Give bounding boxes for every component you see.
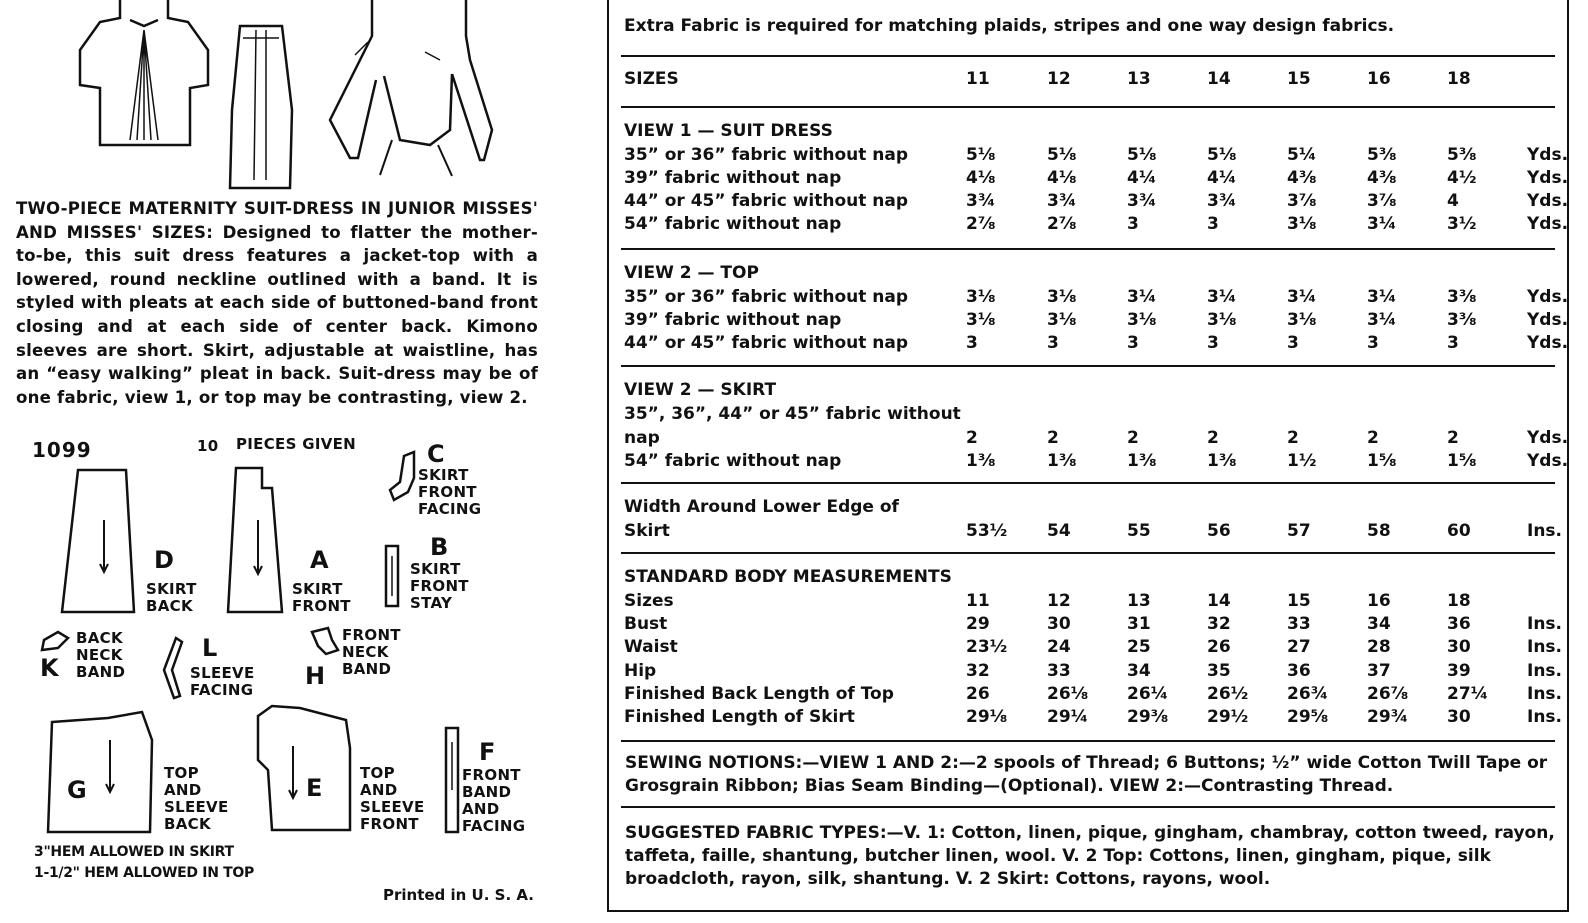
view1-cell: 4 [1447,191,1459,211]
piece-e-name: TOP AND SLEEVE FRONT [360,764,425,833]
width-cell: 56 [1207,521,1231,541]
view1-cell: 4⅜ [1287,168,1317,188]
measurement-row-label: Hip [624,660,657,681]
piece-d-letter: D [154,546,174,574]
piece-g-letter: G [67,776,87,804]
jacket-illustration [330,0,492,176]
piece-f-name: FRONT BAND AND FACING [462,766,526,835]
measurement-cell: 12 [1047,591,1071,611]
measurement-cell: 26⅛ [1047,683,1089,704]
measurement-cell: 18 [1447,591,1471,611]
pattern-description [16,197,538,409]
view1-cell: 3 [1127,214,1139,234]
divider [621,482,1555,484]
view1-cell: 3½ [1447,214,1477,234]
measurement-unit: Ins. [1527,683,1563,704]
piece-g-shape [48,712,152,832]
view1-cell: 3¾ [966,191,996,211]
piece-l-letter: L [202,634,218,662]
view1-cell: 4¼ [1207,168,1237,188]
view2-top-cell: 3¼ [1367,287,1397,307]
piece-b-shape [386,546,398,606]
sewing-notions: SEWING NOTIONS:—VIEW 1 AND 2:—2 spools of Thread; 6 Buttons; ½” wide Cotton Twill Tape or Grosgrain Ribbon; Bias Seam Binding—(Optional). VIEW 2:—Contrasting Thread. [625,753,1548,796]
size-header-cell: 15 [1287,69,1311,89]
piece-f-shape [446,728,458,832]
measurement-row-label: Finished Length of Skirt [624,707,855,727]
view1-cell: 2⅞ [1047,214,1077,234]
view1-cell: 4¼ [1127,168,1157,188]
printed-in-usa: Printed in U. S. A. [383,886,534,904]
yardage-table: Extra Fabric is required for matching plaids, stripes and one way design fabrics. SIZES 11 12 13 14 15 16 18 VIEW 1 — SUIT DRESS 35” or 36” fabric without nap 5⅛ 5⅛ 5⅛ 5⅛ 5¼ 5⅜ 5⅜ Yds. 39” fabric without nap 4⅛ 4⅛ 4¼ 4¼ 4⅜ 4⅜ 4½ Yds. 44” or 45” fabric without nap 3¾ 3¾ 3¾ 3¾ 3⅞ 3⅞ 4 Yds. 54” fabric without nap 2⅞ 2⅞ 3 3 3⅛ 3¼ 3½ Yds. VIEW 2 — TOP 35” or 36” fabric without nap 3⅛ 3⅛ 3¼ 3¼ 3¼ 3¼ 3⅜ Yds. 39” fabric without nap 3⅛ 3⅛ 3⅛ 3⅛ 3⅛ 3¼ 3⅜ Yds. 44” or 45” fabric without nap 3 3 3 3 3 3 3 Yds. VIEW 2 — SKIRT 35”, 36”, 44” or 45” fabric without nap 2 2 2 2 2 2 2 Yds. 54” fabric without nap 1⅜ 1⅜ 1⅜ 1⅜ 1½ 1⅝ 1⅝ Yds. Width Around Lower Edge of Skirt 53½ 54 55 56 57 58 60 Ins. STANDARD BODY MEASUREMENTS Sizes 11 12 13 14 15 16 18 Bust 29 30 31 32 33 34 36 Ins. Waist 23½ 24 25 26 27 28 30 Ins. Hip 32 33 34 35 36 37 39 Ins. Finished Back Length of Top 26 26⅛ 26¼ 26½ 26¾ 26⅞ 27¼ Ins. Finished Length of Skirt 29⅛ 29¼ 29⅜ 29½ 29⅝ 29¾ 30 Ins. SEWING NOTIONS:—VIEW 1 AND 2:—2 spools of Thread; 6 Buttons; ½” wide Cotton Twill Tape or Grosgrain Ribbon; Bias Seam Binding—(Optional). VIEW 2:—Contrasting Thread. SUGGESTED FABRIC TYPES:—V. 1: Cotton, linen, pique, gingham, chambray, cotton tweed, rayon, taffeta, faille, shantung, butcher linen, wool. V. 2 Top: Cottons, linen, gingham, pique, silk broadcloth, rayon, silk, shantung. V. 2 Skirt: Cottons, rayons, wool. [607,0,1569,912]
measurement-cell: 26¼ [1127,683,1169,704]
view2-top-cell: 3⅛ [966,287,996,307]
measurement-cell: 31 [1127,614,1151,635]
hem-note-skirt: 3"HEM ALLOWED IN SKIRT [34,844,234,860]
view2-skirt-cell: 1⅝ [1367,451,1397,471]
view2-top-cell: 3 [1207,333,1219,353]
view2-skirt-cell: 2 [1207,428,1219,448]
measurement-cell: 29¾ [1367,707,1409,727]
view1-cell: 3¾ [1047,191,1077,211]
measurement-cell: 26¾ [1287,683,1329,704]
piece-a-name: SKIRT FRONT [292,580,351,615]
measurement-cell: 11 [966,591,990,611]
view2-skirt-cell: 2 [1047,428,1059,448]
view2-top-unit: Yds. [1527,333,1569,353]
piece-e-letter: E [306,774,323,802]
view2-skirt-cell: 2 [1367,428,1379,448]
measurement-cell: 26⅞ [1367,683,1409,704]
piece-g-name: TOP AND SLEEVE BACK [164,764,229,833]
measurement-cell: 36 [1287,660,1311,681]
view1-cell: 5¼ [1287,145,1317,165]
pattern-number: 1099 [32,438,92,462]
size-header-cell: 13 [1127,69,1151,89]
width-cell: 60 [1447,521,1471,541]
pieces-count: 10 [197,437,219,455]
piece-h-letter: H [305,662,326,690]
measurement-cell: 26½ [1207,683,1249,704]
view1-cell: 5⅜ [1447,145,1477,165]
piece-l-shape [164,638,182,698]
piece-d-name: SKIRT BACK [146,580,197,615]
view2-top-cell: 3¼ [1287,287,1317,307]
size-header-cell: 14 [1207,69,1231,89]
view1-row-label: 39” fabric without nap [624,168,842,188]
hem-note-top: 1-1/2" HEM ALLOWED IN TOP [34,865,254,881]
view2-skirt-cell: 1⅝ [1447,451,1477,471]
measurement-unit: Ins. [1527,660,1563,681]
measurement-cell: 33 [1287,614,1311,635]
measurement-cell: 36 [1447,614,1471,635]
view2-top-row-label: 39” fabric without nap [624,310,842,330]
measurement-cell: 26 [966,683,990,704]
view2-top-cell: 3⅛ [1047,310,1077,330]
piece-c-name: SKIRT FRONT FACING [418,466,482,518]
view2-skirt-cell: 2 [1447,428,1459,448]
size-header-cell: 11 [966,69,990,89]
view2-skirt-row-label: nap [624,428,660,448]
view2-top-cell: 3⅛ [1207,310,1237,330]
description-body: Designed to flatter the mother-to-be, this suit dress features a jacket-top with a lowered, round neckline outlined with a band. It is styled with pleats at each side of buttoned-band front closing and at each side of center back. Kimono sleeves are short. Skirt, adjustable at waistline, has an “easy walking” pleat in back. Suit-dress may be of one fabric, view 1, or top may be contrasting, view 2. [16,222,538,407]
measurement-cell: 16 [1367,591,1391,611]
view2-skirt-row-label: 54” fabric without nap [624,451,842,471]
view1-row-label: 35” or 36” fabric without nap [624,145,909,165]
view2-top-cell: 3⅜ [1447,287,1477,307]
view1-cell: 5⅛ [1207,145,1237,165]
view2-top-unit: Yds. [1527,310,1569,330]
view1-cell: 3⅞ [1287,191,1317,211]
divider [621,106,1555,108]
measurement-cell: 28 [1367,637,1391,658]
view2-top-cell: 3 [1367,333,1379,353]
measurement-cell: 35 [1207,660,1231,681]
measurement-cell: 26 [1207,637,1231,658]
measurement-cell: 15 [1287,591,1311,611]
view1-cell: 3⅛ [1287,214,1317,234]
view1-row-label: 54” fabric without nap [624,214,842,234]
view1-cell: 2⅞ [966,214,996,234]
divider [621,806,1555,808]
view1-cell: 3¾ [1127,191,1157,211]
measurement-cell: 34 [1367,614,1391,635]
measurement-cell: 29⅜ [1127,707,1169,727]
view1-unit: Yds. [1527,145,1569,165]
measurement-cell: 29⅝ [1287,707,1329,727]
measurement-cell: 30 [1447,707,1471,727]
view1-cell: 4½ [1447,168,1477,188]
view2-top-cell: 3⅛ [1047,287,1077,307]
view2-top-cell: 3¼ [1207,287,1237,307]
measurement-row-label: Bust [624,614,668,635]
width-cell: 53½ [966,521,1008,541]
measurement-row-label: Finished Back Length of Top [624,683,894,704]
view1-cell: 3⅞ [1367,191,1397,211]
view2-skirt-cell: 2 [966,428,978,448]
view2-skirt-cell: 1⅜ [966,451,996,471]
view1-cell: 3¾ [1207,191,1237,211]
view2-top-cell: 3 [1447,333,1459,353]
measurement-cell: 32 [966,660,990,681]
piece-a-shape [228,468,282,612]
divider [621,552,1555,554]
view1-cell: 3¼ [1367,214,1397,234]
view2-top-cell: 3 [966,333,978,353]
piece-e-shape [258,706,350,830]
view1-cell: 5⅛ [1127,145,1157,165]
size-header-cell: 16 [1367,69,1391,89]
measurement-cell: 25 [1127,637,1151,658]
measurement-row-label: Waist [624,637,678,658]
measurement-cell: 24 [1047,637,1071,658]
piece-b-letter: B [430,533,449,561]
divider [621,248,1555,250]
measurement-cell: 14 [1207,591,1231,611]
divider [621,365,1555,367]
measurement-cell: 34 [1127,660,1151,681]
measurement-cell: 29½ [1207,707,1249,727]
view2-top-cell: 3¼ [1127,287,1157,307]
view1-unit: Yds. [1527,191,1569,211]
view2-skirt-cell: 1⅜ [1207,451,1237,471]
measurement-cell: 30 [1447,637,1471,658]
piece-k-letter: K [40,654,59,682]
view1-unit: Yds. [1527,214,1569,234]
view1-cell: 4⅛ [1047,168,1077,188]
measurement-row-label: Sizes [624,591,674,611]
view2-skirt-cell: 1⅜ [1127,451,1157,471]
piece-a-letter: A [310,546,329,574]
measurement-unit: Ins. [1527,707,1563,727]
measurement-unit: Ins. [1527,637,1563,658]
skirt-illustration [230,26,292,188]
view1-cell: 5⅛ [966,145,996,165]
width-cell: 57 [1287,521,1311,541]
measurement-cell: 23½ [966,637,1008,658]
measurement-cell: 37 [1367,660,1391,681]
measurement-cell: 33 [1047,660,1071,681]
piece-b-name: SKIRT FRONT STAY [410,560,469,612]
description-title: TWO-PIECE MATERNITY SUIT-DRESS IN JUNIOR MISSES' AND MISSES' SIZES: [16,199,538,242]
measurement-cell: 27¼ [1447,683,1489,704]
measurement-unit: Ins. [1527,614,1563,635]
size-header-cell: 12 [1047,69,1071,89]
view2-top-cell: 3 [1047,333,1059,353]
piece-f-letter: F [479,738,496,766]
measurement-cell: 32 [1207,614,1231,635]
pieces-label: PIECES GIVEN [236,435,357,453]
view1-unit: Yds. [1527,168,1569,188]
view2-skirt-cell: 1½ [1287,451,1317,471]
measurement-cell: 30 [1047,614,1071,635]
piece-h-name: FRONT NECK BAND [342,626,401,678]
piece-k-shape [42,632,68,650]
piece-c-shape [390,452,414,500]
width-cell: 58 [1367,521,1391,541]
view2-skirt-cell: 2 [1127,428,1139,448]
size-header-cell: 18 [1447,69,1471,89]
divider [621,55,1555,57]
view1-cell: 4⅛ [966,168,996,188]
measurement-cell: 13 [1127,591,1151,611]
view2-skirt-cell: 2 [1287,428,1299,448]
piece-k-name: BACK NECK BAND [76,629,126,681]
width-cell: 55 [1127,521,1151,541]
view1-cell: 3 [1207,214,1219,234]
view1-cell: 5⅜ [1367,145,1397,165]
view2-top-cell: 3⅜ [1447,310,1477,330]
view2-top-cell: 3⅛ [1287,310,1317,330]
view2-skirt-unit: Yds. [1527,428,1569,448]
view2-top-cell: 3⅛ [1127,310,1157,330]
piece-c-letter: C [427,440,445,468]
sizes-label: SIZES [624,69,679,89]
measurement-cell: 29⅛ [966,707,1008,727]
view2-top-cell: 3 [1127,333,1139,353]
top-back-illustration [80,0,208,145]
view2-top-row-label: 44” or 45” fabric without nap [624,333,909,353]
suggested-fabrics: SUGGESTED FABRIC TYPES:—V. 1: Cotton, linen, pique, gingham, chambray, cotton tweed, rayon, taffeta, faille, shantung, butcher linen, wool. V. 2 Top: Cottons, linen, gingham, pique, silk broadcloth, rayon, silk, shantung. V. 2 Skirt: Cottons, rayons, wool. [625,823,1555,889]
measurement-cell: 29¼ [1047,707,1089,727]
measurement-cell: 39 [1447,660,1471,681]
view2-skirt-unit: Yds. [1527,451,1569,471]
view1-row-label: 44” or 45” fabric without nap [624,191,909,211]
view1-cell: 4⅜ [1367,168,1397,188]
view2-top-cell: 3¼ [1367,310,1397,330]
measurement-cell: 29 [966,614,990,635]
view2-top-unit: Yds. [1527,287,1569,307]
divider [621,740,1555,742]
view2-top-cell: 3⅛ [966,310,996,330]
width-cell: 54 [1047,521,1071,541]
view2-top-row-label: 35” or 36” fabric without nap [624,287,909,307]
view2-top-cell: 3 [1287,333,1299,353]
piece-h-shape [312,628,338,654]
width-unit: Ins. [1527,521,1563,541]
piece-l-name: SLEEVE FACING [190,664,255,699]
measurement-cell: 27 [1287,637,1311,658]
view2-skirt-cell: 1⅜ [1047,451,1077,471]
piece-d-shape [62,470,134,612]
view1-cell: 5⅛ [1047,145,1077,165]
